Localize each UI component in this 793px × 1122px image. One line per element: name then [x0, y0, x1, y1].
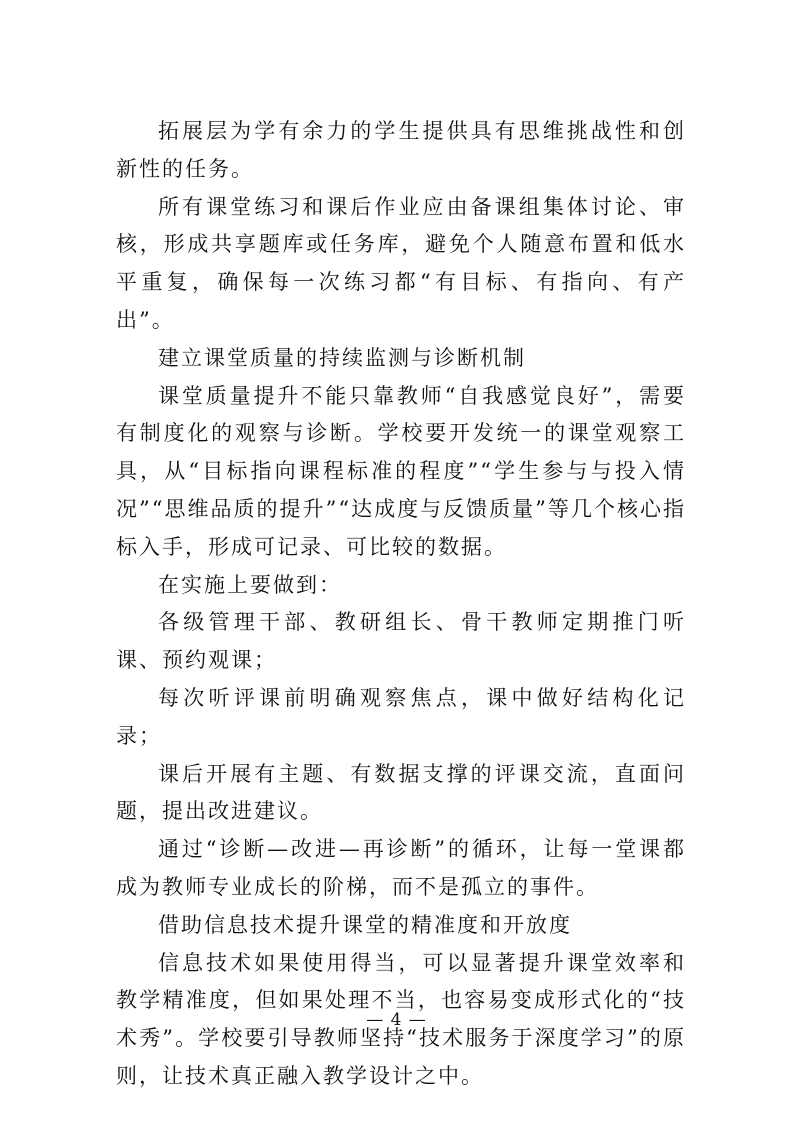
paragraph-diagnosis-cycle: 通过“诊断—改进—再诊断”的循环，让每一堂课都成为教师专业成长的阶梯，而不是孤立的事件。: [116, 837, 686, 899]
paragraph-shared-question-bank: 所有课堂练习和课后作业应由备课组集体讨论、审核，形成共享题库或任务库，避免个人随意布置和低水平重复，确保每一次练习都“有目标、有指向、有产出”。: [116, 194, 686, 332]
paragraph-post-lesson-review: 课后开展有主题、有数据支撑的评课交流，直面问题，提出改进建议。: [116, 761, 686, 824]
paragraph-observation-focus: 每次听评课前明确观察焦点，课中做好结构化记录；: [116, 685, 686, 748]
page-number: — 4 —: [366, 1010, 427, 1030]
document-body: [116, 113, 686, 1096]
section-heading-monitoring: 建立课堂质量的持续监测与诊断机制: [158, 345, 526, 370]
paragraph-implementation-intro: 在实施上要做到：: [158, 572, 342, 597]
section-heading-information-technology: 借助信息技术提升课堂的精准度和开放度: [158, 912, 572, 937]
paragraph-lesson-visits: 各级管理干部、教研组长、骨干教师定期推门听课、预约观课；: [116, 610, 686, 673]
paragraph-technology-use: 信息技术如果使用得当，可以显著提升课堂效率和教学精准度，但如果处理不当，也容易变成形式化的“技术秀”。学校要引导教师坚持“技术服务于深度学习”的原则，让技术真正融入教学设计之中。: [116, 950, 686, 1088]
paragraph-observation-tools: 课堂质量提升不能只靠教师“自我感觉良好”，需要有制度化的观察与诊断。学校要开发统一的课堂观察工具，从“目标指向课程标准的程度”“学生参与与投入情况”“思维品质的提升”“达成度与反馈质量”等几个核心指标入手，形成可记录、可比较的数据。: [116, 383, 686, 559]
paragraph-tiered-tasks: 拓展层为学有余力的学生提供具有思维挑战性和创新性的任务。: [116, 119, 686, 181]
